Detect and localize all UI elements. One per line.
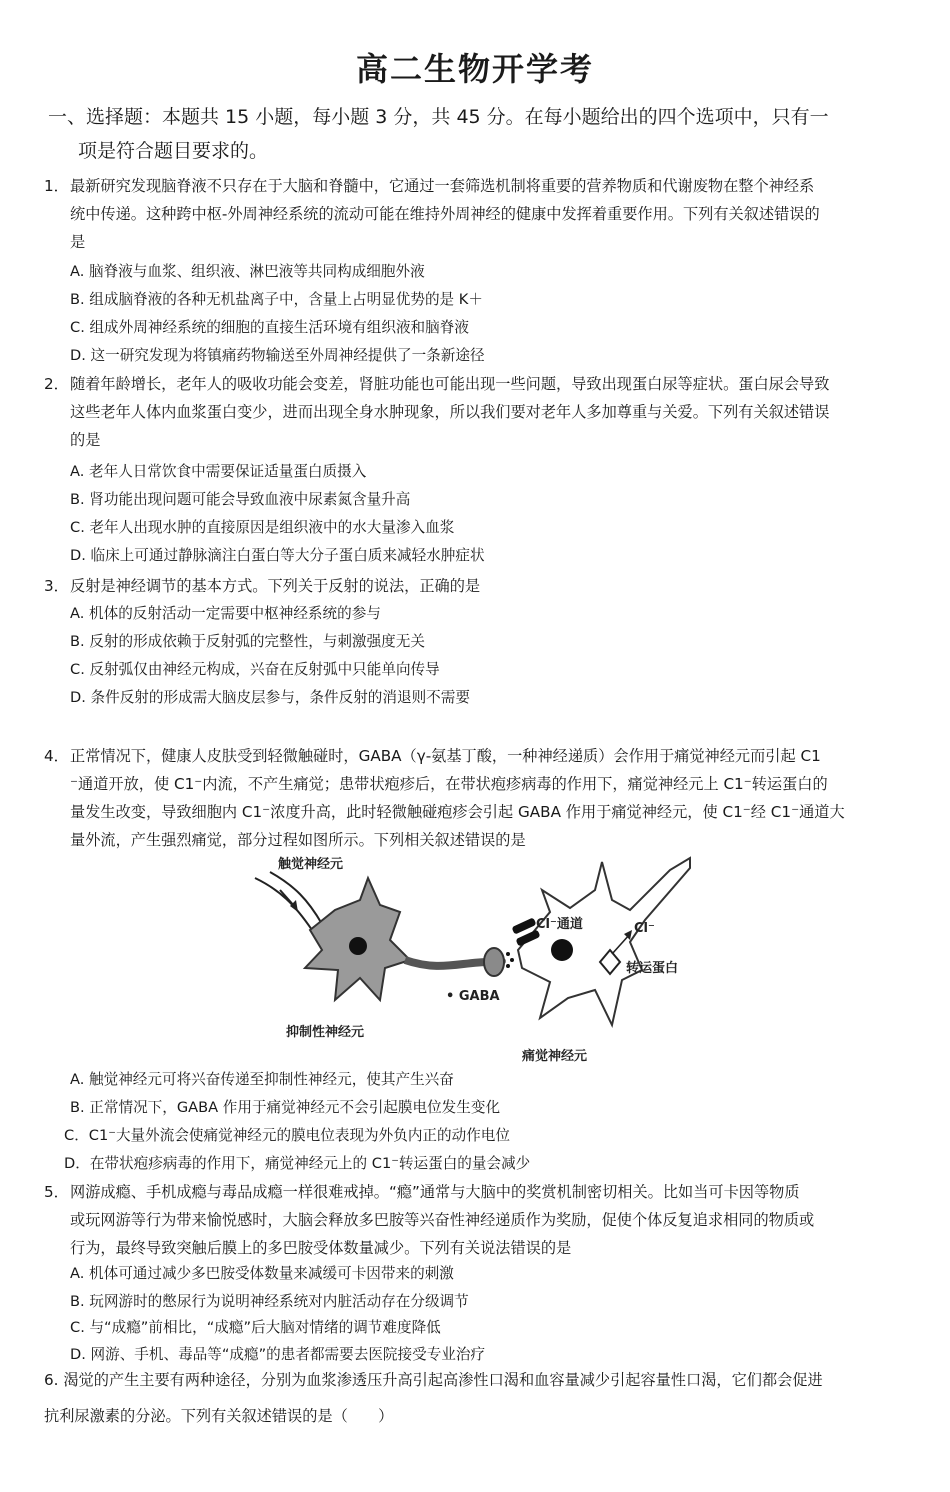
question-2-option-c[interactable]: C. 老年人出现水肿的直接原因是组织液中的水大量渗入血浆 xyxy=(70,519,455,536)
question-1-stem xyxy=(44,172,910,256)
question-4-option-a[interactable]: A. 触觉神经元可将兴奋传递至抑制性神经元，使其产生兴奋 xyxy=(70,1071,454,1088)
axon-terminal xyxy=(484,948,504,976)
question-4-line-3: 量发生改变，导致细胞内 C1⁻浓度升高，此时轻微触碰疱疹会引起 GABA 作用于痛觉神经元，使 C1⁻经 C1⁻通道大 xyxy=(70,803,845,821)
question-5-line-3: 行为，最终导致突触后膜上的多巴胺受体数量减少。下列有关说法错误的是 xyxy=(70,1239,572,1257)
question-1-line-1: 最新研究发现脑脊液不只存在于大脑和脊髓中，它通过一套筛选机制将重要的营养物质和代谢废物在整个神经系 xyxy=(70,177,815,195)
question-number: 6. xyxy=(44,1371,59,1389)
section-line-1: 一、选择题：本题共 15 小题，每小题 3 分，共 45 分。在每小题给出的四个选项中，只有一 xyxy=(48,106,829,128)
question-number: 4． xyxy=(44,747,69,765)
question-1-option-a[interactable]: A. 脑脊液与血浆、组织液、淋巴液等共同构成细胞外液 xyxy=(70,263,425,280)
question-3-option-c[interactable]: C. 反射弧仅由神经元构成，兴奋在反射弧中只能单向传导 xyxy=(70,661,440,678)
question-number: 5． xyxy=(44,1183,69,1201)
question-1-option-b[interactable]: B. 组成脑脊液的各种无机盐离子中，含量上占明显优势的是 K＋ xyxy=(70,291,483,308)
question-4-line-2: ⁻通道开放，使 C1⁻内流，不产生痛觉；患带状疱疹后，在带状疱疹病毒的作用下，痛觉神经元上 C1⁻转运蛋白的 xyxy=(70,775,828,793)
label-inhibitory-neuron: 抑制性神经元 xyxy=(286,1025,365,1040)
question-3-option-b[interactable]: B. 反射的形成依赖于反射弧的完整性，与刺激强度无关 xyxy=(70,633,425,650)
question-5-line-1: 网游成瘾、手机成瘾与毒品成瘾一样很难戒掉。“瘾”通常与大脑中的奖赏机制密切相关。比如当可卡因等物质 xyxy=(70,1183,800,1201)
question-5-stem xyxy=(44,1178,910,1262)
question-number: 2． xyxy=(44,375,69,393)
label-cl-channel: Cl⁻通道 xyxy=(536,917,583,932)
label-pain-neuron: 痛觉神经元 xyxy=(522,1049,588,1064)
question-3-line-1: 反射是神经调节的基本方式。下列关于反射的说法，正确的是 xyxy=(70,577,481,595)
section-heading xyxy=(48,100,910,168)
question-2-line-2: 这些老年人体内血浆蛋白变少，进而出现全身水肿现象，所以我们要对老年人多加尊重与关爱。下列有关叙述错误 xyxy=(70,403,830,421)
question-2-stem xyxy=(44,370,910,454)
question-1-option-d[interactable]: D. 这一研究发现为将镇痛药物输送至外周神经提供了一条新途径 xyxy=(70,347,485,364)
question-2-option-a[interactable]: A. 老年人日常饮食中需要保证适量蛋白质摄入 xyxy=(70,463,367,480)
inhibitory-nucleus xyxy=(349,937,367,955)
question-4-stem xyxy=(44,742,910,854)
question-4-option-d[interactable]: D．在带状疱疹病毒的作用下，痛觉神经元上的 C1⁻转运蛋白的量会减少 xyxy=(64,1155,531,1172)
page-title: 高二生物开学考 xyxy=(355,50,594,88)
question-5-line-2: 或玩网游等行为带来愉悦感时，大脑会释放多巴胺等兴奋性神经递质作为奖励，促使个体反复追求相同的物质或 xyxy=(70,1211,815,1229)
question-3-option-a[interactable]: A. 机体的反射活动一定需要中枢神经系统的参与 xyxy=(70,605,381,622)
pain-nucleus xyxy=(551,939,573,961)
question-1-line-3: 是 xyxy=(70,233,86,251)
question-2-option-b[interactable]: B. 肾功能出现问题可能会导致血液中尿素氮含量升高 xyxy=(70,491,411,508)
question-5-option-d[interactable]: D. 网游、手机、毒品等“成瘾”的患者都需要去医院接受专业治疗 xyxy=(70,1346,486,1363)
question-number: 1． xyxy=(44,177,69,195)
question-4-line-1: 正常情况下，健康人皮肤受到轻微触碰时，GABA（γ-氨基丁酸，一种神经递质）会作用于痛觉神经元而引起 C1 xyxy=(70,747,821,765)
question-5-option-a[interactable]: A. 机体可通过减少多巴胺受体数量来减缓可卡因带来的刺激 xyxy=(70,1265,454,1282)
question-5-option-b[interactable]: B. 玩网游时的憋尿行为说明神经系统对内脏活动存在分级调节 xyxy=(70,1293,469,1310)
question-4-line-4: 量外流，产生强烈痛觉，部分过程如图所示。下列相关叙述错误的是 xyxy=(70,831,526,849)
section-line-2: 项是符合题目要求的。 xyxy=(78,140,269,162)
touch-neuron-fiber xyxy=(255,878,312,930)
pain-neuron-body xyxy=(518,858,690,1025)
question-3-option-d[interactable]: D. 条件反射的形成需大脑皮层参与，条件反射的消退则不需要 xyxy=(70,689,470,706)
question-6-line-2: 抗利尿激素的分泌。下列有关叙述错误的是（ ） xyxy=(44,1407,394,1425)
question-2-line-3: 的是 xyxy=(70,431,101,449)
question-2-option-d[interactable]: D. 临床上可通过静脉滴注白蛋白等大分子蛋白质来减轻水肿症状 xyxy=(70,547,485,564)
question-4-option-b[interactable]: B. 正常情况下，GABA 作用于痛觉神经元不会引起膜电位发生变化 xyxy=(70,1099,501,1116)
label-transporter: 转运蛋白 xyxy=(626,961,679,976)
question-1-option-c[interactable]: C. 组成外周神经系统的细胞的直接生活环境有组织液和脑脊液 xyxy=(70,319,469,336)
neuron-diagram xyxy=(250,850,700,1070)
question-6-stem xyxy=(44,1362,910,1434)
question-number: 3． xyxy=(44,577,69,595)
label-gaba: • GABA xyxy=(446,989,500,1004)
question-3-stem xyxy=(44,572,910,600)
question-2-line-1: 随着年龄增长，老年人的吸收功能会变差，肾脏功能也可能出现一些问题，导致出现蛋白尿等症状。蛋白尿会导致 xyxy=(70,375,830,393)
question-4-option-c[interactable]: C．C1⁻大量外流会使痛觉神经元的膜电位表现为外负内正的动作电位 xyxy=(64,1127,510,1144)
question-5-option-c[interactable]: C. 与“成瘾”前相比，“成瘾”后大脑对情绪的调节难度降低 xyxy=(70,1319,441,1336)
question-6-line-1: 渴觉的产生主要有两种途径，分别为血浆渗透压升高引起高渗性口渴和血容量减少引起容量性口渴，它们都会促进 xyxy=(63,1371,823,1389)
question-1-line-2: 统中传递。这种跨中枢-外周神经系统的流动可能在维持外周神经的健康中发挥着重要作用。下列有关叙述错误的 xyxy=(70,205,820,223)
label-cl: Cl⁻ xyxy=(634,921,655,936)
label-touch-neuron: 触觉神经元 xyxy=(278,857,344,872)
